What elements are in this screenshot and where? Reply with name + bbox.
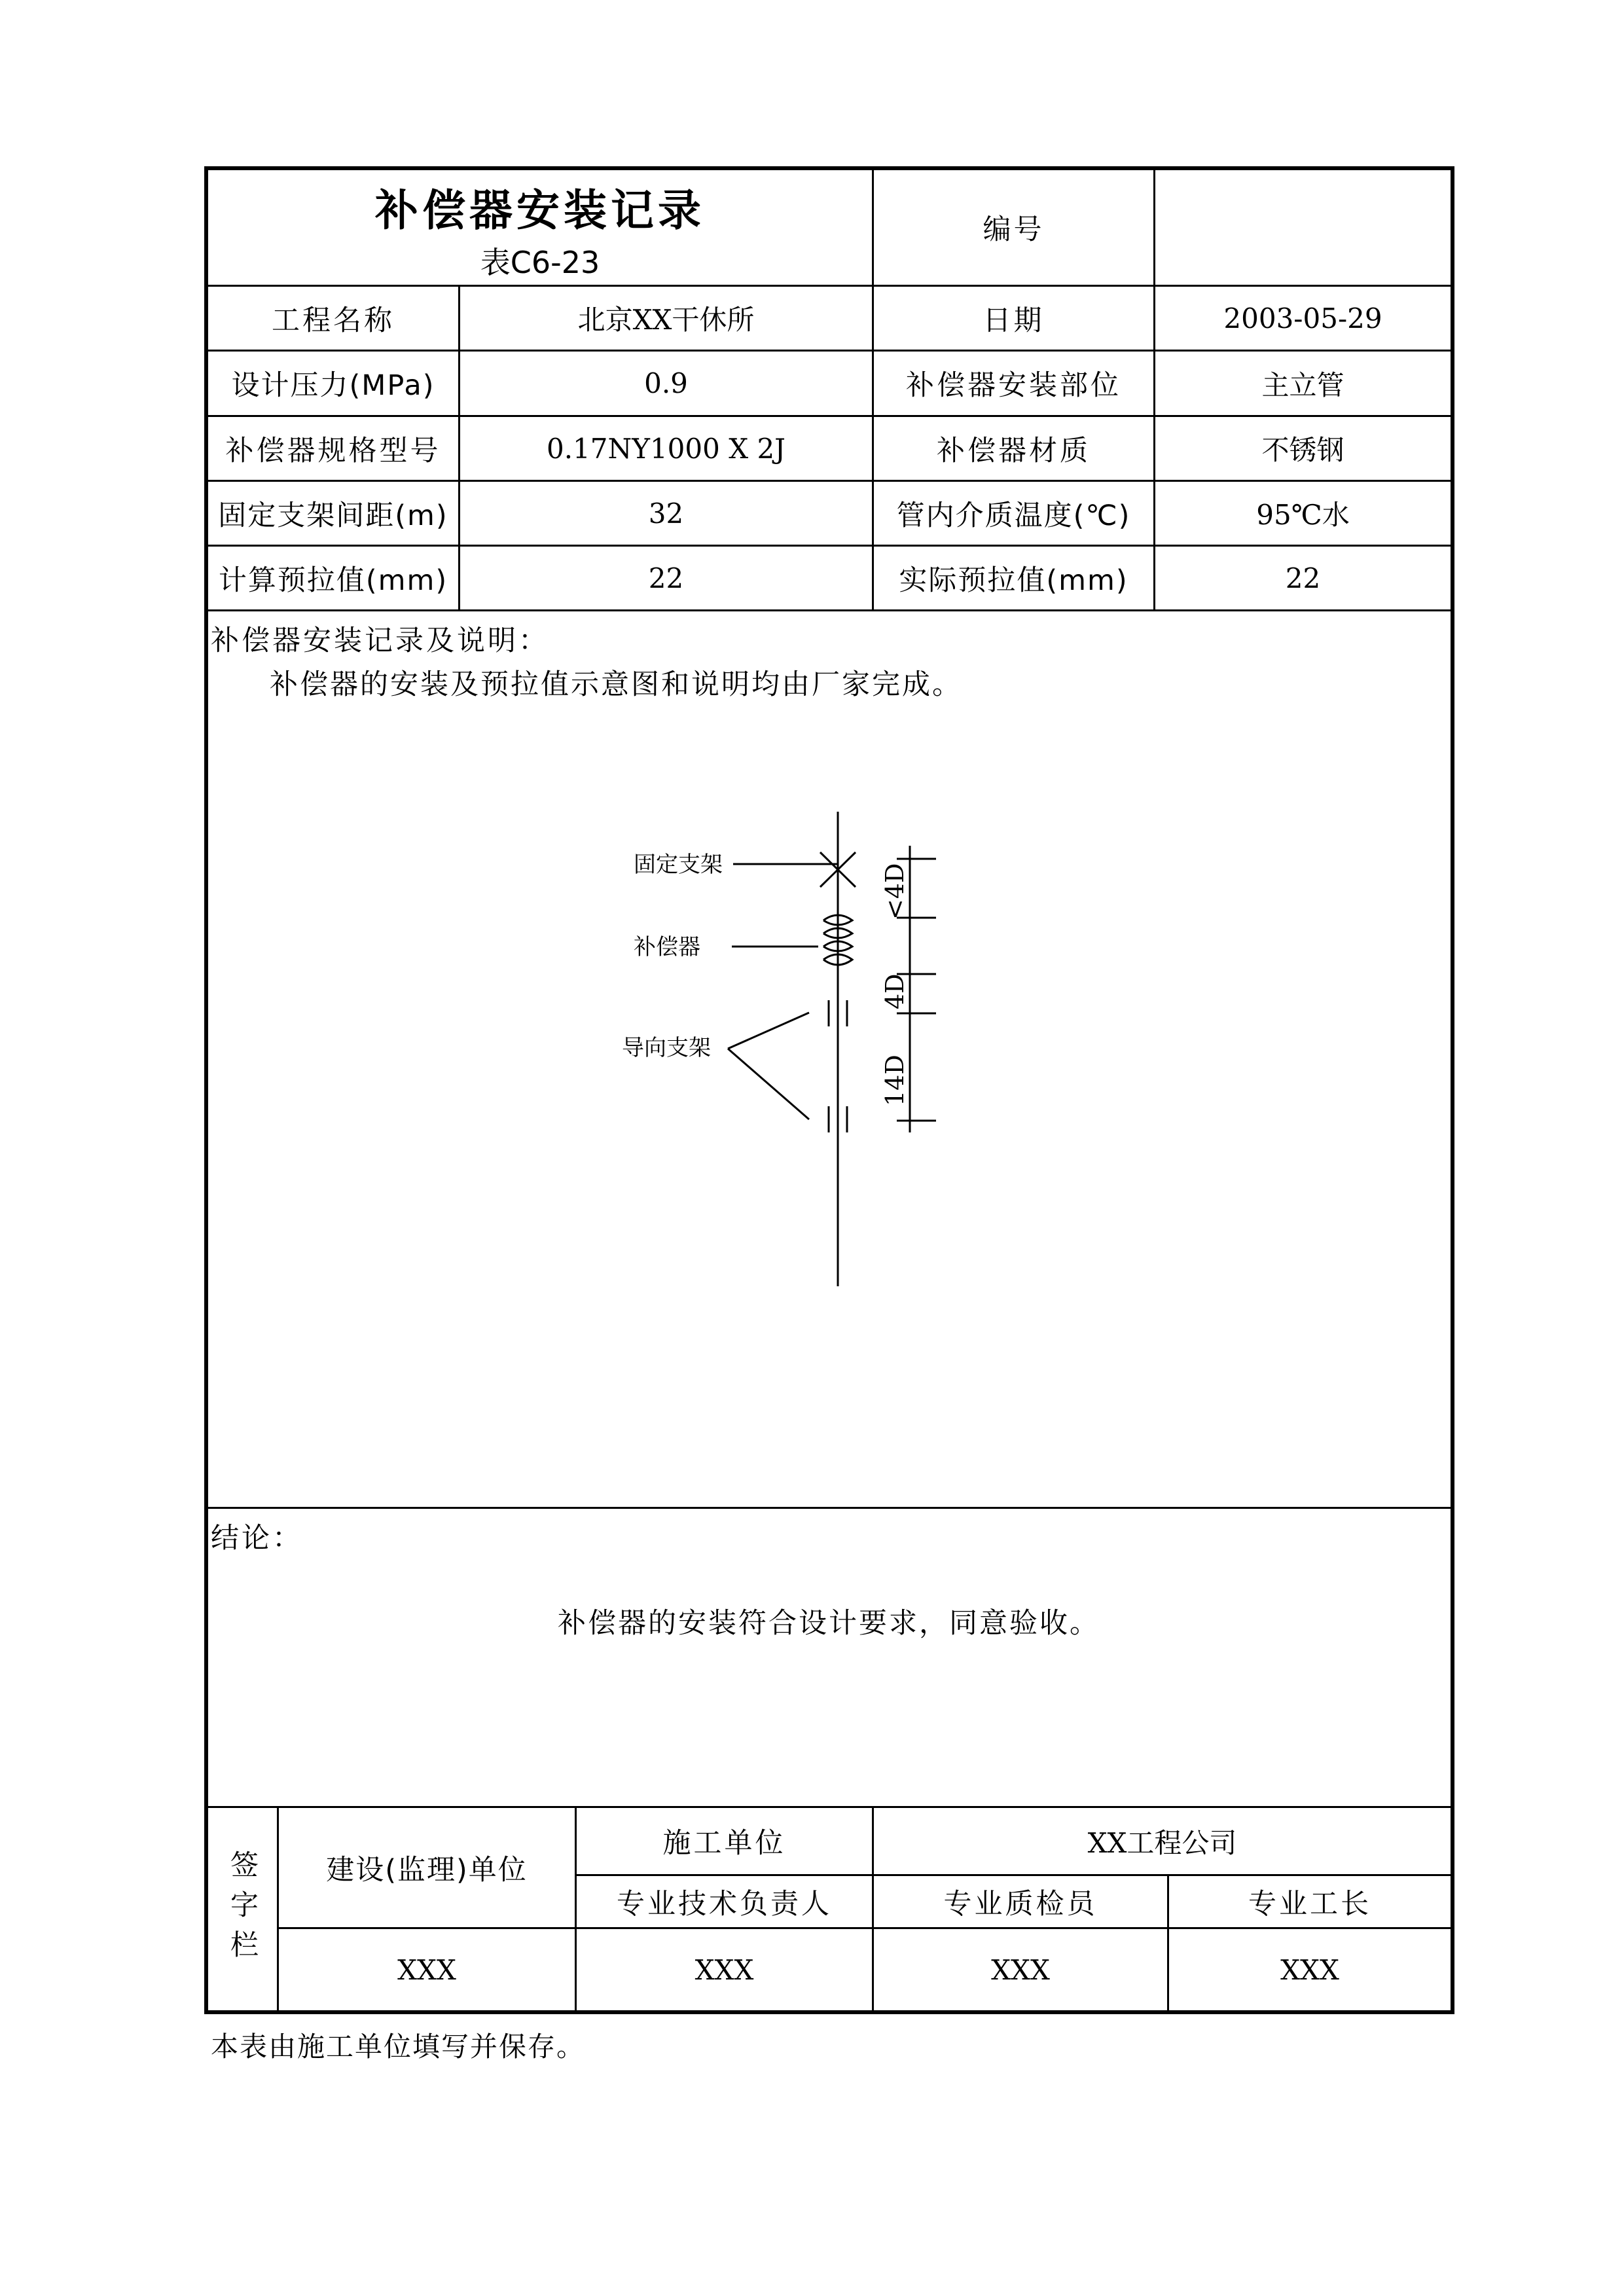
- project-name-label: 工程名称: [272, 304, 395, 337]
- project-name-value[interactable]: 北京XX干休所: [577, 304, 755, 336]
- conclusion-heading: 结论：: [211, 1522, 303, 1555]
- tech-lead-label: 专业技术负责人: [617, 1887, 832, 1921]
- material-label: 补偿器材质: [937, 434, 1091, 467]
- actual-prestretch-value[interactable]: 22: [1285, 562, 1321, 594]
- row-divider: [204, 1507, 1454, 1509]
- conclusion-text: 补偿器的安装符合设计要求，同意验收。: [558, 1607, 1100, 1640]
- material-value[interactable]: 不锈钢: [1261, 434, 1344, 466]
- dimension-label-4d: 4D: [880, 973, 909, 1009]
- design-pressure-label: 设计压力(MPa): [231, 369, 435, 402]
- actual-prestretch-label: 实际预拉值(mm): [899, 564, 1128, 597]
- support-spacing-value[interactable]: 32: [648, 497, 684, 530]
- signature-column-label: 签字栏: [226, 1849, 259, 1970]
- row-divider: [204, 609, 1454, 611]
- calc-prestretch-value[interactable]: 22: [648, 562, 684, 594]
- dimension-label-14d: 14D: [880, 1055, 909, 1106]
- fixed-support-label: 固定支架: [634, 852, 723, 878]
- foreman-label: 专业工长: [1248, 1887, 1371, 1921]
- medium-temp-value[interactable]: 95℃水: [1256, 499, 1350, 531]
- record-heading: 补偿器安装记录及说明：: [211, 624, 549, 657]
- dimension-label-lt4d: <4D: [880, 863, 909, 920]
- calc-prestretch-label: 计算预拉值(mm): [218, 564, 448, 597]
- qc-signature[interactable]: XXX: [991, 1954, 1050, 1986]
- date-label: 日期: [983, 304, 1045, 337]
- design-pressure-value[interactable]: 0.9: [644, 367, 688, 399]
- foreman-signature[interactable]: XXX: [1280, 1954, 1339, 1986]
- record-text: 补偿器的安装及预拉值示意图和说明均由厂家完成。: [270, 668, 962, 701]
- compensator-diagram: [589, 799, 995, 1296]
- compensator-label: 补偿器: [634, 934, 700, 960]
- spec-label: 补偿器规格型号: [225, 434, 441, 467]
- guide-support-leader: [728, 1013, 809, 1049]
- date-value[interactable]: 2003-05-29: [1223, 302, 1382, 334]
- owner-label: 建设(监理)单位: [326, 1853, 528, 1887]
- table-number: 表C6-23: [480, 244, 600, 280]
- number-label: 编号: [983, 213, 1045, 246]
- spec-value[interactable]: 0.17NY1000 X 2J: [546, 432, 786, 465]
- footer-note: 本表由施工单位填写并保存。: [211, 2031, 586, 2063]
- number-value[interactable]: [1155, 170, 1451, 285]
- install-location-label: 补偿器安装部位: [906, 369, 1121, 402]
- tech-lead-signature[interactable]: XXX: [695, 1954, 754, 1986]
- medium-temp-label: 管内介质温度(℃): [896, 499, 1131, 532]
- contractor-label: 施工单位: [662, 1827, 786, 1860]
- support-spacing-label: 固定支架间距(m): [218, 499, 448, 532]
- qc-label: 专业质检员: [943, 1887, 1098, 1921]
- owner-signature[interactable]: XXX: [397, 1954, 456, 1986]
- guide-support-leader: [728, 1049, 809, 1119]
- form-title: 补偿器安装记录: [375, 185, 705, 236]
- contractor-value[interactable]: XX工程公司: [1087, 1826, 1237, 1859]
- guide-support-label: 导向支架: [622, 1035, 711, 1061]
- install-location-value[interactable]: 主立管: [1261, 369, 1344, 401]
